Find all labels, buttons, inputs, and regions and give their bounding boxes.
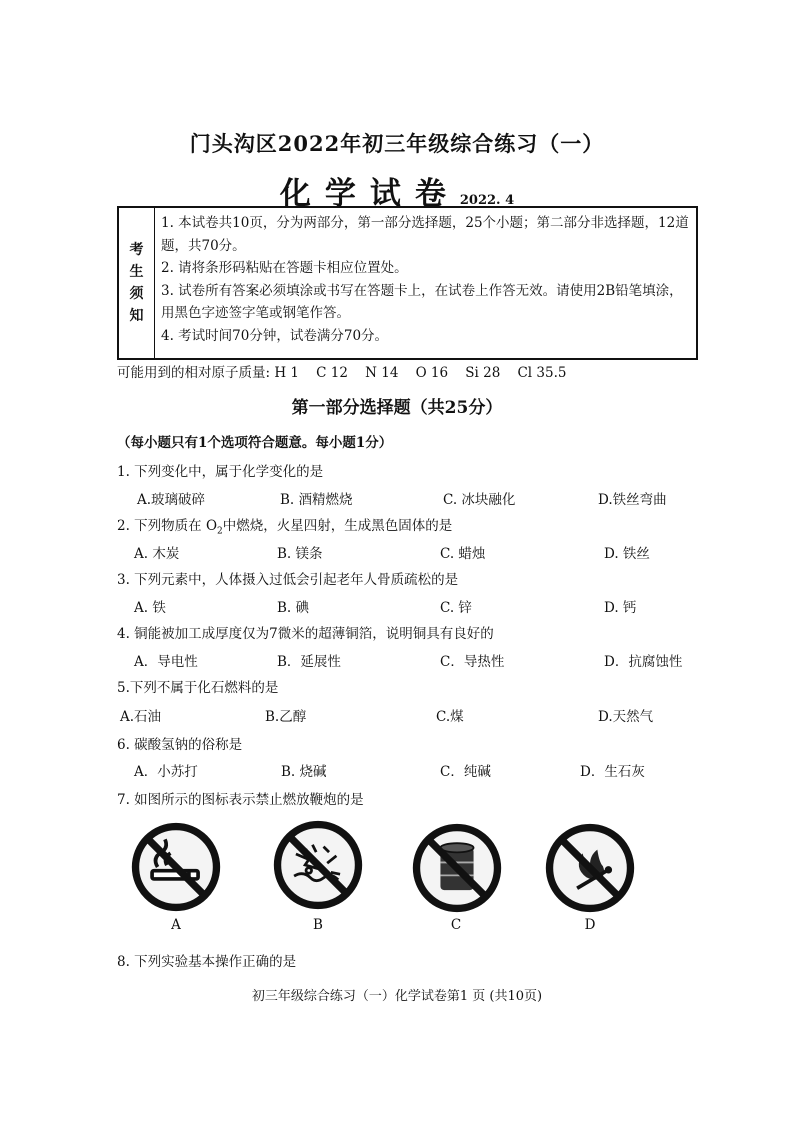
question-stem: 3. 下列元素中，人体摄入过低会引起老年人骨质疏松的是: [117, 572, 459, 588]
option-c: C．纯碱: [440, 764, 491, 780]
page-footer: 初三年级综合练习（一）化学试卷第1 页 (共10页): [251, 989, 543, 1004]
question-stem: 7. 如图所示的图标表示禁止燃放鞭炮的是: [117, 792, 364, 808]
option-d: D.铁丝弯曲: [598, 492, 667, 508]
option-d: D．生石灰: [580, 764, 645, 780]
option-b: B. 酒精燃烧: [280, 492, 353, 508]
option-c: C. 锌: [440, 600, 472, 616]
no-open-flame-sign-icon: [544, 822, 636, 914]
option-a: A.石油: [120, 709, 162, 725]
option-c: C: [450, 917, 462, 933]
no-firecrackers-sign-icon: [272, 819, 364, 911]
option-d: D. 铁丝: [604, 546, 650, 562]
subject-name: 化学试卷: [279, 176, 460, 212]
option-b: B.乙醇: [265, 709, 307, 725]
option-a: A. 木炭: [134, 546, 180, 562]
exam-date: 2022. 4: [459, 193, 515, 208]
no-oil-drum-sign-icon: [411, 822, 503, 914]
notice-item: 4. 考试时间70分钟，试卷满分70分。: [161, 327, 389, 344]
option-a: A．小苏打: [134, 764, 198, 780]
option-c: C. 蜡烛: [440, 546, 486, 562]
option-c: C.煤: [436, 709, 464, 725]
candidate-notice-box: [117, 206, 698, 360]
option-a: A．导电性: [134, 654, 198, 670]
exam-title: 门头沟区2022年初三年级综合练习（一）: [189, 131, 605, 156]
notice-label: 考 生 须 知: [119, 208, 155, 358]
no-smoking-sign-icon: [130, 821, 222, 913]
notice-item: 1. 本试卷共10页，分为两部分，第一部分选择题，25个小题；第二部分非选择题，12道题，共70分。: [161, 215, 689, 254]
option-c: C. 冰块融化: [443, 492, 516, 508]
notice-items: [155, 208, 696, 358]
question-stem: 4. 铜能被加工成厚度仅为7微米的超薄铜箔，说明铜具有良好的: [117, 626, 494, 642]
option-a: A.玻璃破碎: [137, 492, 206, 508]
option-b: B: [313, 917, 323, 933]
option-d: D．抗腐蚀性: [604, 654, 683, 670]
notice-item: 2. 请将条形码粘贴在答题卡相应位置处。: [161, 260, 408, 276]
atomic-masses: 可能用到的相对原子质量: H 1 C 12 N 14 O 16 Si 28 Cl 35.5: [117, 365, 567, 381]
option-d: D.天然气: [598, 709, 654, 725]
question-stem: 5.下列不属于化石燃料的是: [117, 680, 279, 696]
option-b: B．延展性: [277, 654, 341, 670]
section-note: （每小题只有1个选项符合题意。每小题1分）: [117, 435, 393, 451]
option-b: B. 烧碱: [281, 764, 327, 780]
option-c: C．导热性: [440, 654, 505, 670]
question-stem: 8. 下列实验基本操作正确的是: [117, 954, 297, 970]
option-d: D: [584, 917, 596, 933]
option-b: B. 镁条: [277, 546, 323, 562]
question-stem: 2. 下列物质在 $O_2$中燃烧，火星四射，生成黑色固体的是: [117, 518, 453, 537]
option-d: D. 钙: [604, 600, 637, 616]
question-stem: 6. 碳酸氢钠的俗称是: [117, 737, 243, 753]
notice-item: 3. 试卷所有答案必须填涂或书写在答题卡上，在试卷上作答无效。请使用2B铅笔填涂，用黑色字迹签字笔或钢笔作答。: [161, 282, 683, 321]
option-b: B. 碘: [277, 600, 310, 616]
question-stem: 1. 下列变化中，属于化学变化的是: [117, 464, 324, 480]
option-a: A. 铁: [134, 600, 166, 616]
section-title: 第一部分选择题（共25分）: [291, 398, 503, 418]
option-a: A: [171, 917, 181, 933]
